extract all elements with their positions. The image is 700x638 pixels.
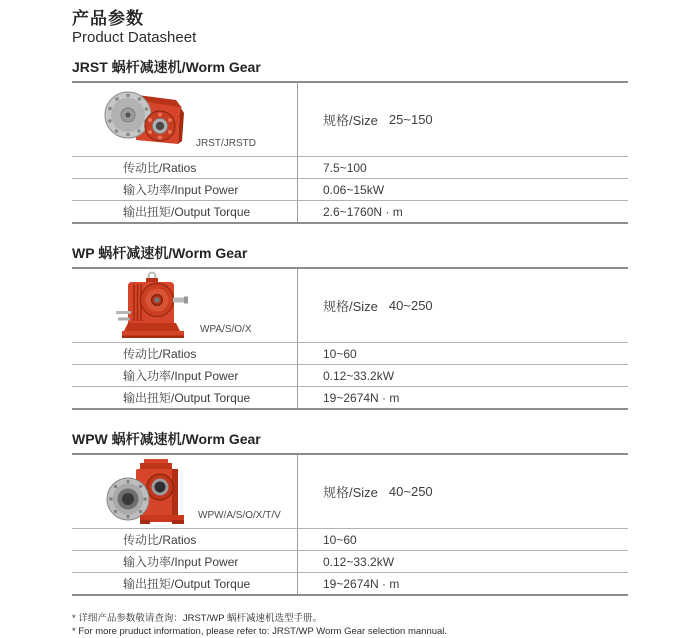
wpw-size-cell [298, 455, 628, 528]
table-row [72, 342, 628, 364]
table-row [72, 528, 628, 550]
input-power-label: 输入功率/Input Power [72, 551, 298, 572]
ratios-value: 10~60 [298, 529, 628, 550]
ratios-value: 7.5~100 [298, 157, 628, 178]
ratios-label: 传动比/Ratios [72, 343, 298, 364]
output-torque-value: 19~2674N · m [298, 573, 628, 594]
output-torque-label: 输出扭矩/Output Torque [72, 201, 298, 222]
wp-worm-gearbox-photo [114, 271, 194, 341]
input-power-label: 输入功率/Input Power [72, 179, 298, 200]
section-heading-wpw: WPW 蜗杆减速机/Worm Gear [72, 431, 628, 448]
table-row [72, 386, 628, 408]
table-row [72, 156, 628, 178]
footnotes [72, 613, 628, 638]
footnote-zh: * 详细产品参数敬请查询：JRST/WP 蜗杆减速机选型手册。 [72, 613, 628, 626]
section-heading-jrst: JRST 蜗杆减速机/Worm Gear [72, 59, 628, 76]
jrst-product-image-cell [72, 83, 298, 156]
wp-size-cell [298, 269, 628, 342]
size-value: 40~250 [389, 484, 433, 499]
wp-product-image-cell [72, 269, 298, 342]
footnote-en: * For more pruduct information, please refer to: JRST/WP Worm Gear selection mannual. [72, 626, 628, 638]
jrst-worm-gearbox-photo [102, 88, 190, 152]
output-torque-value: 19~2674N · m [298, 387, 628, 408]
input-power-label: 输入功率/Input Power [72, 365, 298, 386]
ratios-value: 10~60 [298, 343, 628, 364]
wpw-worm-gearbox-photo [106, 457, 192, 527]
size-value: 40~250 [389, 298, 433, 313]
table-row [72, 178, 628, 200]
model-label: JRST/JRSTD [196, 138, 256, 149]
page-title-en: Product Datasheet [72, 29, 628, 47]
section-heading-wp: WP 蜗杆减速机/Worm Gear [72, 245, 628, 262]
ratios-label: 传动比/Ratios [72, 529, 298, 550]
datasheet-page [72, 0, 628, 638]
input-power-value: 0.06~15kW [298, 179, 628, 200]
input-power-value: 0.12~33.2kW [298, 551, 628, 572]
wp-spec-table [72, 267, 628, 410]
output-torque-label: 输出扭矩/Output Torque [72, 573, 298, 594]
page-title-zh: 产品参数 [72, 9, 628, 29]
model-label: WPA/S/O/X [200, 324, 252, 335]
table-row [72, 572, 628, 594]
output-torque-value: 2.6~1760N · m [298, 201, 628, 222]
table-row [72, 83, 628, 156]
table-row [72, 364, 628, 386]
size-label: 规格/Size [323, 296, 378, 315]
size-label: 规格/Size [323, 482, 378, 501]
model-label: WPW/A/S/O/X/T/V [198, 510, 281, 521]
size-value: 25~150 [389, 112, 433, 127]
table-row [72, 200, 628, 222]
table-row [72, 269, 628, 342]
wpw-product-image-cell [72, 455, 298, 528]
output-torque-label: 输出扭矩/Output Torque [72, 387, 298, 408]
jrst-spec-table [72, 81, 628, 224]
size-label: 规格/Size [323, 110, 378, 129]
table-row [72, 550, 628, 572]
jrst-size-cell [298, 83, 628, 156]
table-row [72, 455, 628, 528]
input-power-value: 0.12~33.2kW [298, 365, 628, 386]
wpw-spec-table [72, 453, 628, 596]
ratios-label: 传动比/Ratios [72, 157, 298, 178]
